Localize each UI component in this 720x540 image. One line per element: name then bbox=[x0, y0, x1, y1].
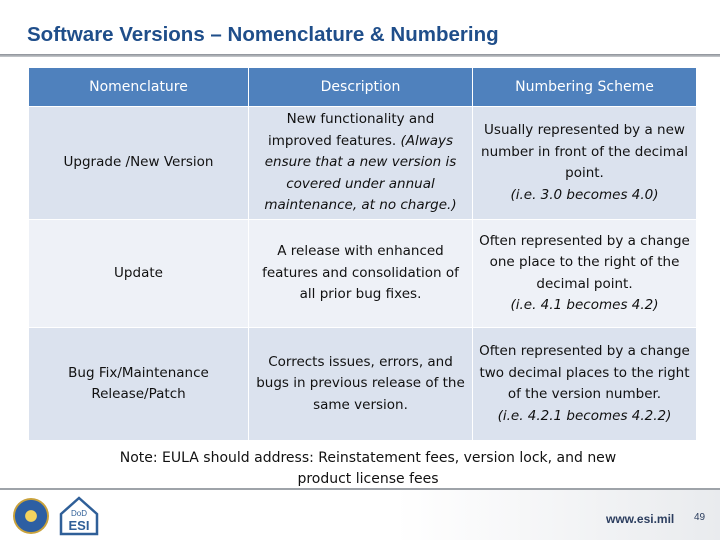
footer-divider bbox=[0, 488, 720, 490]
svg-text:ESI: ESI bbox=[68, 518, 90, 533]
description-text: New functionality and improved features. bbox=[267, 111, 435, 149]
nomenclature-cell: Update bbox=[29, 220, 249, 328]
dod-esi-logo-icon bbox=[57, 494, 101, 538]
scheme-cell bbox=[473, 220, 697, 328]
header-numbering-scheme: Numbering Scheme bbox=[473, 68, 697, 107]
scheme-cell bbox=[473, 328, 697, 441]
description-note: (Always ensure that a new version is covered under annual maintenance, at no charge.) bbox=[264, 132, 457, 214]
nomenclature-cell: Upgrade /New Version bbox=[29, 107, 249, 220]
scheme-example: (i.e. 4.2.1 becomes 4.2.2) bbox=[497, 407, 672, 424]
dod-seal-icon bbox=[13, 498, 49, 534]
table-header-row bbox=[29, 68, 697, 107]
title-divider bbox=[0, 54, 720, 57]
table-row bbox=[29, 107, 697, 220]
svg-text:DoD: DoD bbox=[70, 509, 88, 518]
scheme-text: Often represented by a change two decimal places to the right of the version number. bbox=[479, 343, 690, 402]
scheme-cell bbox=[473, 107, 697, 220]
scheme-text: Usually represented by a new number in front of the decimal point. bbox=[481, 122, 688, 181]
header-nomenclature: Nomenclature bbox=[29, 68, 249, 107]
eula-note: Note: EULA should address: Reinstatement fees, version lock, and new product license fees bbox=[119, 450, 617, 487]
scheme-example: (i.e. 3.0 becomes 4.0) bbox=[510, 186, 659, 203]
description-cell bbox=[249, 220, 473, 328]
footer-url[interactable]: www.esi.mil bbox=[606, 512, 675, 526]
header-description: Description bbox=[249, 68, 473, 107]
description-cell bbox=[249, 328, 473, 441]
table-row bbox=[29, 328, 697, 441]
nomenclature-cell: Bug Fix/Maintenance Release/Patch bbox=[29, 328, 249, 441]
scheme-text: Often represented by a change one place to the right of the decimal point. bbox=[479, 232, 690, 292]
description-text: Corrects issues, errors, and bugs in previous release of the same version. bbox=[256, 353, 465, 413]
description-text: A release with enhanced features and consolidation of all prior bug fixes. bbox=[262, 243, 459, 303]
table-row bbox=[29, 220, 697, 328]
page-number: 49 bbox=[694, 512, 706, 523]
scheme-example: (i.e. 4.1 becomes 4.2) bbox=[510, 297, 659, 313]
description-cell bbox=[249, 107, 473, 220]
versions-table bbox=[28, 67, 697, 441]
slide-title: Software Versions – Nomenclature & Numbering bbox=[27, 23, 499, 46]
